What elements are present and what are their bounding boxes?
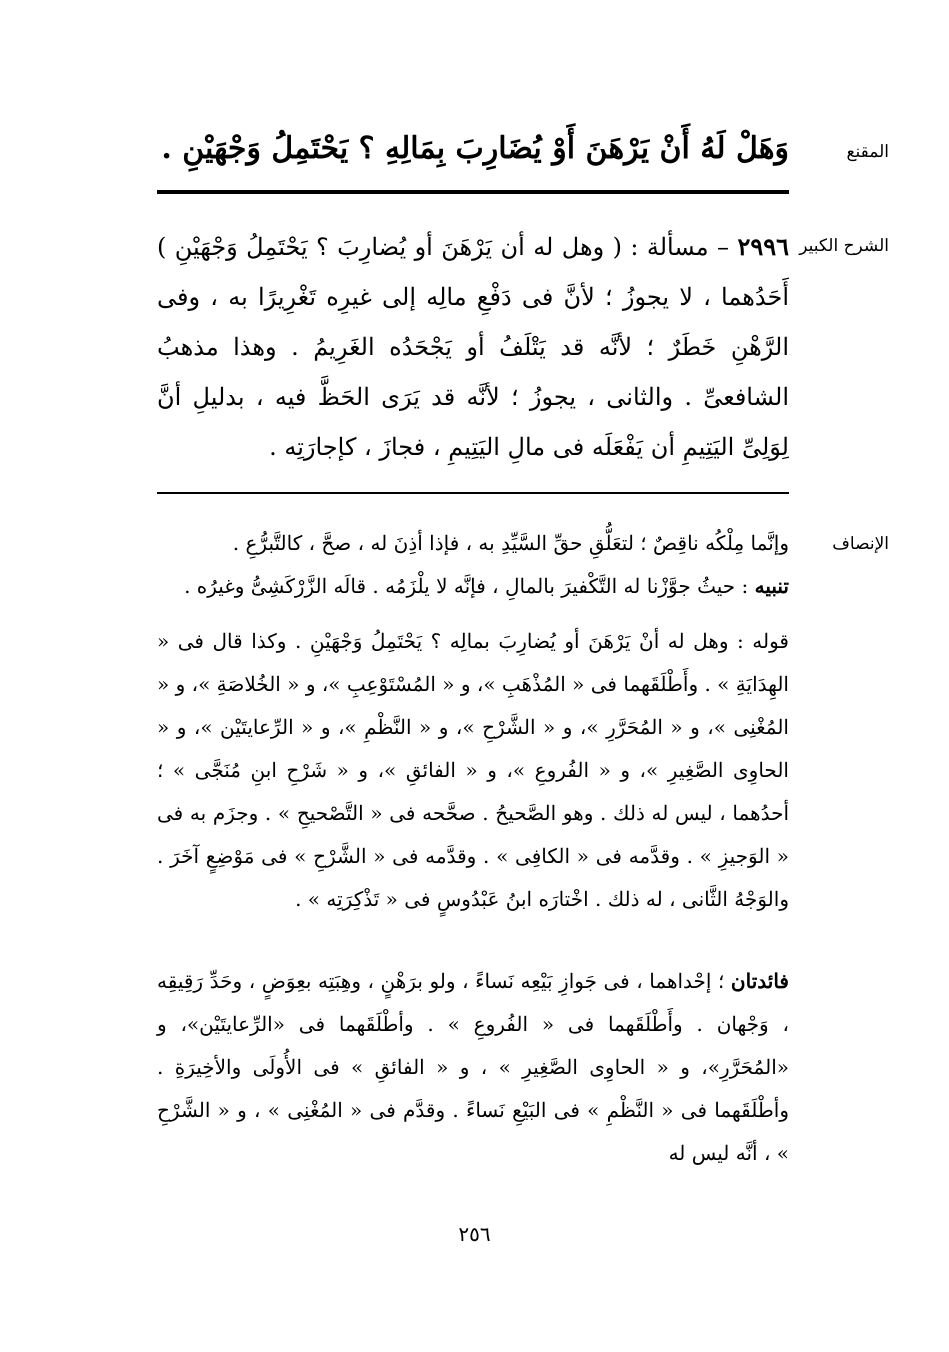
section-label-sharh: الشرح الكبير [799,236,889,256]
fawaid-text: ؛ إحْداهما ، فى جَوازِ بَيْعِه نَساءً ، ولو برَهْنٍ ، وهِبَتِه بعِوَضٍ ، وحَدِّ رَقِيقِه ، وَجْهان . وأَطْلَقَهما فى « الفُروعِ » . وأطْلَقَهما فى «الرِّعايتَيْن»، و «المُحَرَّرِ»، و « الحاوِى الصَّغِيرِ » ، و « الفائقِ » فى الأُولَى والأخِيرَةِ . وأطْلَقَهما فى « النَّظْمِ » فى البَيْعِ نَساءً . وقدَّم فى « المُغْنِى » ، و « الشَّرْحِ » ، أنَّه ليس له [157,969,789,1165]
sharh-text: – مسألة : ( وهل له أن يَرْهَنَ أو يُضارِبَ ؟ يَحْتَمِلُ وَجْهَيْنِ ) أَحَدُهما ، لا يجوزُ ؛ لأنَّ فى دَفْعِ مالِه إلى غيرِه تَغْرِيرًا به ، وفى الرَّهْنِ خَطَرٌ ؛ لأنَّه قد يَتْلَفُ أو يَجْحَدُه الغَرِيمُ . وهذا مذهبُ الشافعىِّ . والثانى ، يجوزُ ؛ لأنَّه قد يَرَى الحَظَّ فيه ، بدليلِ أنَّ لِوَلِىِّ اليَتِيمِ أن يَفْعَلَه فى مالِ اليَتِيمِ ، فجازَ ، كإجارَتِه . [157,233,789,461]
tanbih-label: تنبيه [754,574,789,598]
fawaid-label: فائدتان [730,969,789,993]
section-label-insaf: الإنصاف [832,534,889,554]
tanbih-text: : حيثُ جوَّزْنا له التَّكْفيرَ بالمالِ ، فإنَّه لا يلْزَمُه . قالَه الزَّرْكَشِىُّ وغيرُه . [184,574,749,598]
insaf-paragraph-3: قوله : وهل له أنْ يَرْهَنَ أو يُضارِبَ بمالِه ؟ يَحْتَمِلُ وَجْهَيْنِ . وكذا قال فى « الهِدَايَةِ » . وأَطْلَقَهما فى « المُذْهَبِ »، و « المُسْتَوْعِبِ »، و « الخُلاصَةِ »، و « المُغْنِى »، و « المُحَرَّرِ »، و « الشَّرْحِ »، و « النَّظْمِ »، و « الرِّعايتَيْن »، و « الحاوِى الصَّغِيرِ »، و « الفُروعِ »، و « الفائقِ »، و « شَرْحِ ابنِ مُنَجَّى » ؛ أحدُهما ، ليس له ذلك . وهو الصَّحيحُ . صحَّحه فى « التَّصْحيحِ » . وجزَم به فى « الوَجيزِ » . وقدَّمه فى « الكافِى » . وقدَّمه فى « الشَّرْحِ » فى مَوْضِعٍ آخَرَ . والوَجْهُ الثَّانى ، له ذلك . اخْتارَه ابنُ عَبْدُوسٍ فى « تَذْكِرَتِه » . [157,629,789,911]
sharh-body [157,222,789,472]
section-label-muqni: المقنع [846,142,889,162]
issue-number: ٢٩٩٦ [737,232,789,261]
section-divider-thin [157,492,789,494]
insaf-paragraph-1: وإنَّما مِلْكُه ناقِصٌ ؛ لتعَلُّقِ حقِّ السَّيِّدِ به ، فإذا أذِنَ له ، صحَّ ، كالتَّبرُّعِ . [232,531,789,555]
page-number: ٢٥٦ [458,1222,491,1246]
muqni-text: وَهَلْ لَهُ أَنْ يَرْهَنَ أَوْ يُضَارِبَ بِمَالِهِ ؟ يَحْتَمِلُ وَجْهَيْنِ . [161,131,789,166]
insaf-body [157,522,789,921]
section-divider-thick [157,190,789,194]
insaf-tanbih [157,565,789,608]
fawaid-body [157,960,789,1175]
